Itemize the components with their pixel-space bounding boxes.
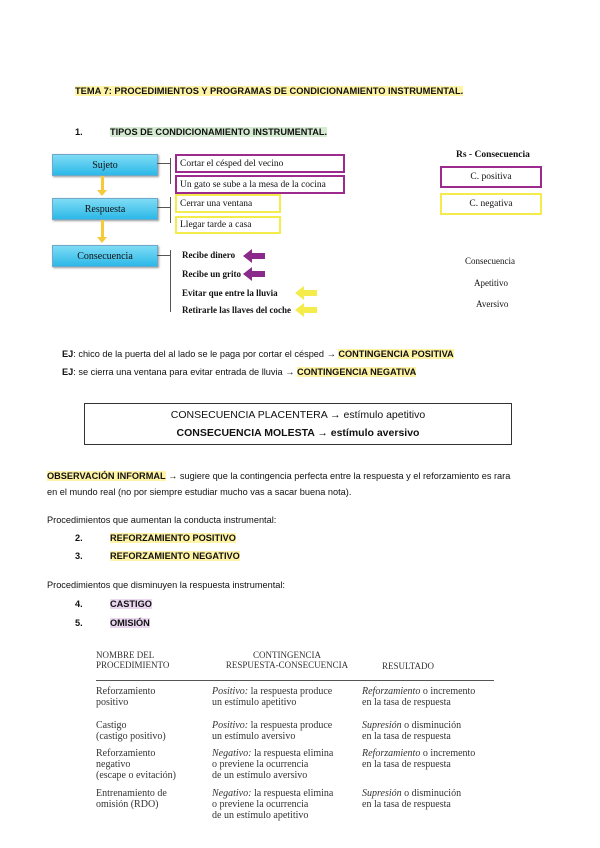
item-number: 5.	[75, 618, 83, 628]
table-row: Castigo (castigo positivo) Positivo: la respuesta produce un estímulo aversivo Supresión o disminución en la tasa de respuesta	[96, 720, 462, 742]
rs-title: Rs - Consecuencia	[456, 150, 530, 160]
header-resultado: RESULTADO	[382, 661, 434, 671]
response-yellow-1: Cerrar una ventana	[175, 194, 281, 213]
purple-arrow-icon	[243, 249, 265, 263]
consequence-3: Evitar que entre la lluvia	[182, 288, 278, 298]
example-2: EJ: se cierra una ventana para evitar entrada de lluvia → CONTINGENCIA NEGATIVA	[62, 367, 417, 377]
yellow-arrow-icon	[295, 303, 317, 317]
item-number: 2.	[75, 533, 83, 543]
rs-negative: C. negativa	[440, 193, 542, 215]
side-label-apetitivo: Apetitivo	[474, 278, 508, 288]
example-1: EJ: chico de la puerta del al lado se le paga por cortar el césped → CONTINGENCIA POSITIVA	[62, 349, 454, 359]
table-row: Reforzamiento positivo Positivo: la respuesta produce un estímulo apetitivo Reforzamiento o incremento en la tasa de respuesta	[96, 686, 476, 708]
observation-line-2: en el mundo real (no por siempre estudiar mucho vas a sacar buena nota).	[47, 487, 352, 497]
response-purple-1: Cortar el césped del vecino	[175, 154, 345, 173]
box-sujeto: Sujeto	[52, 154, 158, 176]
procedures-table	[96, 650, 514, 828]
page-title: TEMA 7: PROCEDIMIENTOS Y PROGRAMAS DE CONDICIONAMIENTO INSTRUMENTAL.	[75, 86, 464, 96]
down-arrow-head-icon	[97, 190, 107, 196]
item-omision: OMISIÓN	[110, 618, 150, 628]
response-yellow-2: Llegar tarde a casa	[175, 216, 281, 234]
observation-line-1: OBSERVACIÓN INFORMAL → sugiere que la contingencia perfecta entre la respuesta y el reforzamiento es rara	[47, 471, 511, 481]
decrease-heading: Procedimientos que disminuyen la respuesta instrumental:	[47, 580, 285, 590]
side-label-consecuencia: Consecuencia	[465, 256, 515, 266]
purple-arrow-icon	[243, 267, 265, 281]
increase-heading: Procedimientos que aumentan la conducta instrumental:	[47, 515, 277, 525]
side-label-aversivo: Aversivo	[476, 299, 509, 309]
definition-box	[84, 403, 512, 445]
definition-line-2: CONSECUENCIA MOLESTA → estímulo aversivo	[176, 427, 420, 439]
section-heading: TIPOS DE CONDICIONAMIENTO INSTRUMENTAL.	[110, 127, 328, 137]
item-reforzamiento-negativo: REFORZAMIENTO NEGATIVO	[110, 551, 240, 561]
consequence-4: Retirarle las llaves del coche	[182, 305, 291, 315]
down-arrow-head-icon	[97, 237, 107, 243]
table-header-row	[96, 650, 514, 682]
item-number: 4.	[75, 599, 83, 609]
item-number: 3.	[75, 551, 83, 561]
table-row: Reforzamiento negativo (escape o evitación) Negativo: la respuesta elimina o previene la ocurrencia de un estímulo aversivo Reforzamiento o incremento en la tasa de respuesta	[96, 748, 476, 781]
item-castigo: CASTIGO	[110, 599, 152, 609]
item-reforzamiento-positivo: REFORZAMIENTO POSITIVO	[110, 533, 236, 543]
box-consecuencia: Consecuencia	[52, 245, 158, 267]
response-purple-2: Un gato se sube a la mesa de la cocina	[175, 175, 345, 194]
definition-line-1: CONSECUENCIA PLACENTERA → estímulo apetitivo	[170, 409, 426, 421]
table-row: Entrenamiento de omisión (RDO) Negativo: la respuesta elimina o previene la ocurrencia de un estímulo apetitivo Supresión o disminución en la tasa de respuesta	[96, 788, 462, 821]
section-number: 1.	[75, 127, 83, 137]
yellow-arrow-icon	[295, 286, 317, 300]
consequence-1: Recibe dinero	[182, 250, 236, 260]
header-procedimiento: NOMBRE DEL PROCEDIMIENTO	[96, 650, 170, 670]
rs-positive: C. positiva	[440, 166, 542, 188]
box-respuesta: Respuesta	[52, 198, 158, 220]
header-contingencia: CONTINGENCIA RESPUESTA-CONSECUENCIA	[225, 650, 349, 670]
consequence-2: Recibe un grito	[182, 269, 241, 279]
